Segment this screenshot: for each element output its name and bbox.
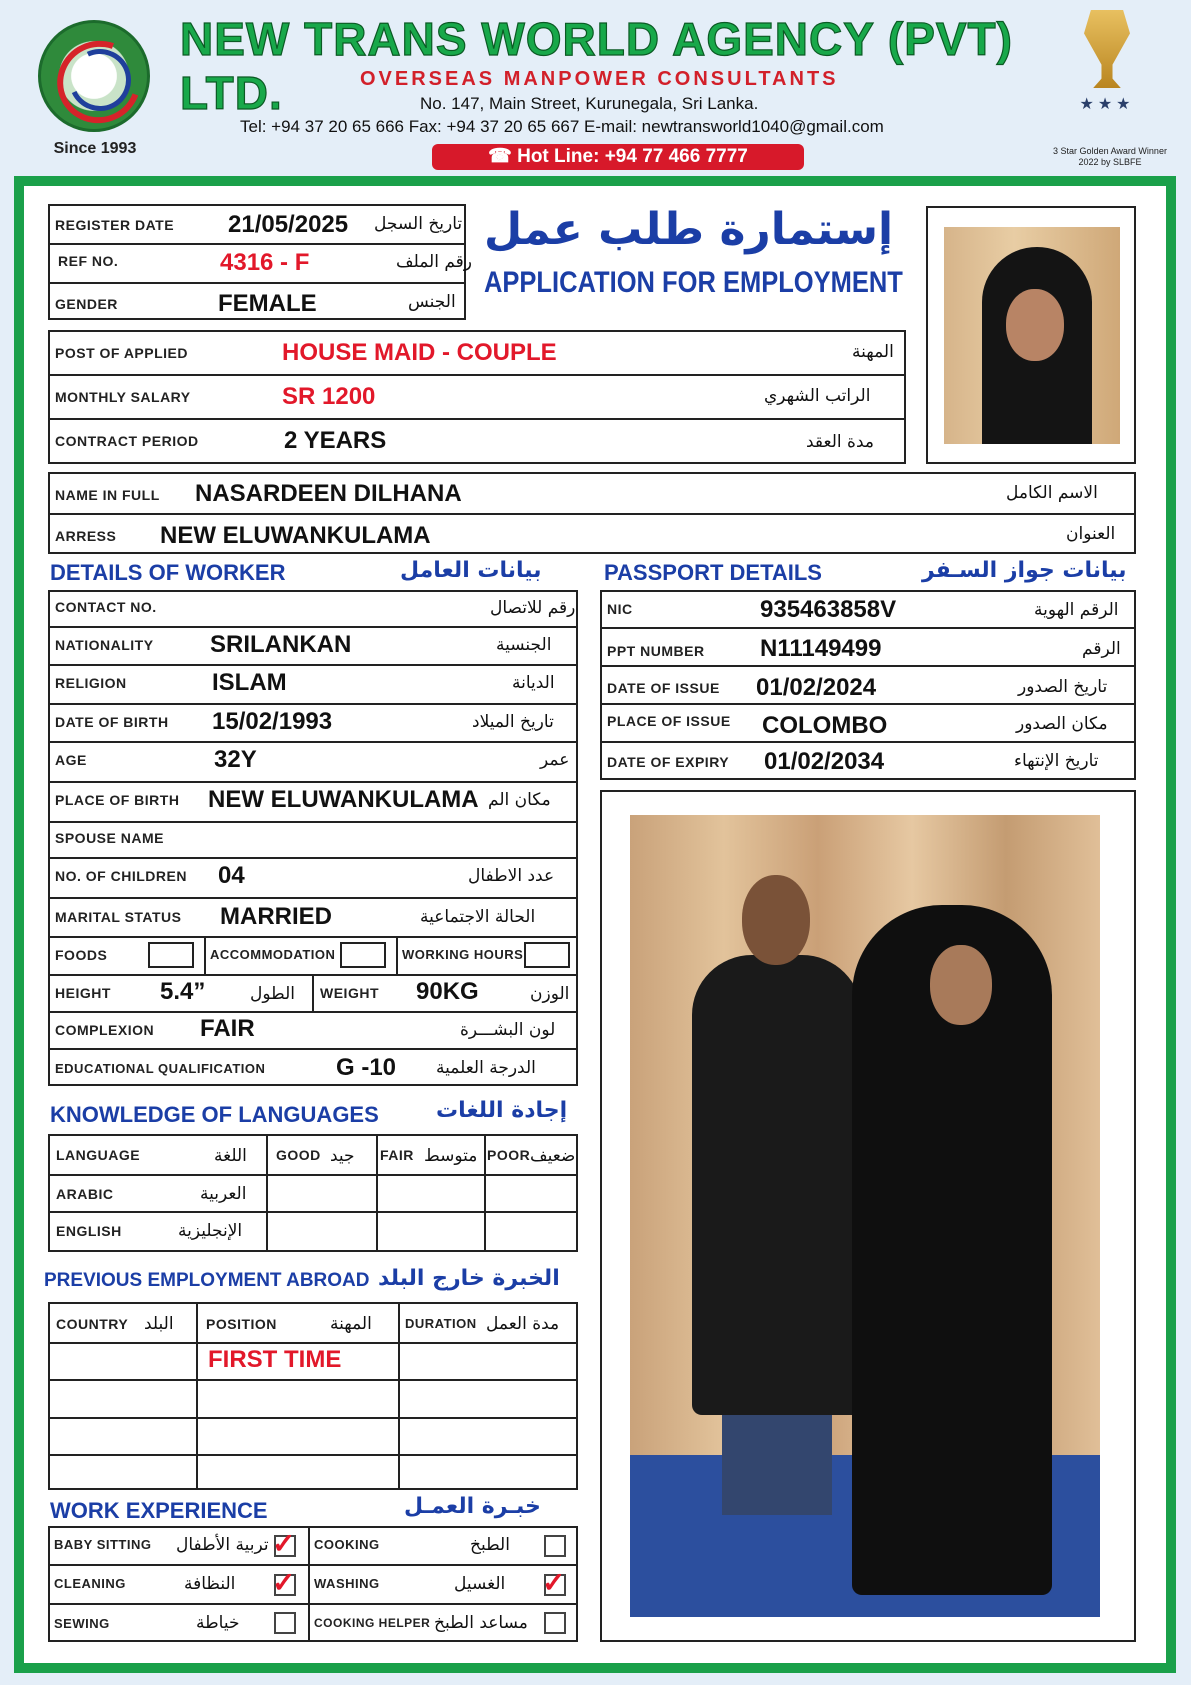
worker-title: DETAILS OF WORKER xyxy=(50,560,286,585)
spouse-label: SPOUSE NAME xyxy=(55,830,164,846)
complexion-ar: لون البشـــرة xyxy=(460,1020,556,1040)
religion-value: ISLAM xyxy=(212,669,287,696)
cooking-label: COOKING xyxy=(314,1537,380,1552)
children-label: NO. OF CHILDREN xyxy=(55,868,187,884)
expiry-label: DATE OF EXPIRY xyxy=(607,754,730,770)
place-value: COLOMBO xyxy=(762,712,888,739)
work-title: WORK EXPERIENCE xyxy=(50,1498,268,1523)
contact-ar: رقم للاتصال xyxy=(490,598,576,618)
ppt-label: PPT NUMBER xyxy=(607,643,705,659)
washing-check-icon: ✓ xyxy=(542,1567,566,1598)
lang-header: LANGUAGE xyxy=(56,1147,141,1163)
foods-label: FOODS xyxy=(55,947,108,963)
title-english: APPLICATION FOR EMPLOYMENT xyxy=(484,266,903,299)
post-value: HOUSE MAID - COUPLE xyxy=(282,339,557,366)
sewing-ar: خياطة xyxy=(196,1613,240,1633)
previous-entry: FIRST TIME xyxy=(208,1346,342,1373)
portrait-photo xyxy=(944,227,1120,444)
duration-header-ar: مدة العمل xyxy=(486,1314,560,1334)
nic-value: 935463858V xyxy=(760,596,897,623)
lang-row-english: ENGLISH xyxy=(56,1223,122,1239)
register-date: 21/05/2025 xyxy=(228,211,349,238)
contact-label: CONTACT NO. xyxy=(55,599,157,615)
dob-ar: تاريخ الميلاد xyxy=(472,712,554,732)
worker-title-ar: بيانات العامل xyxy=(400,558,542,583)
lang-row-arabic: ARABIC xyxy=(56,1186,114,1202)
contract-ar: مدة العقد xyxy=(806,432,874,452)
working-hours-box[interactable] xyxy=(524,942,570,968)
register-date-ar: تاريخ السجل xyxy=(374,214,463,234)
expiry-value: 01/02/2034 xyxy=(764,748,885,775)
position-header-ar: المهنة xyxy=(330,1314,372,1334)
age-value: 32Y xyxy=(214,746,257,773)
lang-row-arabic-ar: العربية xyxy=(200,1184,247,1204)
gender-value: FEMALE xyxy=(218,290,317,317)
height-value: 5.4” xyxy=(160,978,206,1005)
position-header: POSITION xyxy=(206,1316,277,1332)
education-value: G -10 xyxy=(336,1054,397,1081)
address-value: NEW ELUWANKULAMA xyxy=(160,522,431,549)
name-ar: الاسم الكامل xyxy=(1006,483,1098,503)
languages-title: KNOWLEDGE OF LANGUAGES xyxy=(50,1102,379,1127)
washing-label: WASHING xyxy=(314,1576,380,1591)
height-ar: الطول xyxy=(250,984,295,1004)
poor-header-ar: ضعيف xyxy=(530,1146,576,1166)
address-label: ARRESS xyxy=(55,528,117,544)
previous-title: PREVIOUS EMPLOYMENT ABROAD xyxy=(44,1270,370,1291)
ref-ar: رقم الملف xyxy=(396,252,473,272)
nationality-ar: الجنسية xyxy=(496,635,552,655)
pob-label: PLACE OF BIRTH xyxy=(55,792,180,808)
fair-header-ar: متوسط xyxy=(424,1146,478,1166)
education-ar: الدرجة العلمية xyxy=(436,1058,536,1078)
cooking-checkbox[interactable] xyxy=(544,1535,566,1557)
marital-label: MARITAL STATUS xyxy=(55,909,182,925)
poor-header: POOR xyxy=(487,1147,531,1163)
languages-title-ar: إجادة اللغات xyxy=(436,1098,568,1123)
lang-row-english-ar: الإنجليزية xyxy=(178,1221,243,1241)
since-text: Since 1993 xyxy=(53,140,137,157)
nationality-value: SRILANKAN xyxy=(210,631,352,658)
baby-sitting-label: BABY SITTING xyxy=(54,1537,152,1552)
award-trophy-icon: ★★★ xyxy=(1072,10,1142,120)
issue-ar: تاريخ الصدور xyxy=(1018,677,1108,697)
post-ar: المهنة xyxy=(852,342,894,362)
lang-header-ar: اللغة xyxy=(214,1146,247,1166)
issue-value: 01/02/2024 xyxy=(756,674,877,701)
marital-ar: الحالة الاجتماعية xyxy=(420,907,536,927)
place-label: PLACE OF ISSUE xyxy=(607,713,731,729)
nic-label: NIC xyxy=(607,601,633,617)
working-hours-label: WORKING HOURS xyxy=(402,947,524,962)
gender-label: GENDER xyxy=(55,296,118,312)
ref-number: 4316 - F xyxy=(220,249,310,276)
post-label: POST OF APPLIED xyxy=(55,345,188,361)
fair-header: FAIR xyxy=(380,1147,414,1163)
cleaning-label: CLEANING xyxy=(54,1576,126,1591)
accommodation-box[interactable] xyxy=(340,942,386,968)
baby-sitting-ar: تربية الأطفال xyxy=(176,1535,269,1555)
salary-value: SR 1200 xyxy=(282,383,376,410)
expiry-ar: تاريخ الإنتهاء xyxy=(1014,751,1099,771)
weight-value: 90KG xyxy=(416,978,479,1005)
weight-ar: الوزن xyxy=(530,984,570,1004)
ppt-value: N11149499 xyxy=(760,635,882,662)
title-arabic: إستمارة طلب عمل xyxy=(484,204,894,255)
nic-ar: الرقم الهوية xyxy=(1034,600,1119,620)
full-name: NASARDEEN DILHANA xyxy=(195,480,462,507)
children-value: 04 xyxy=(218,862,245,889)
country-header: COUNTRY xyxy=(56,1316,129,1332)
foods-box[interactable] xyxy=(148,942,194,968)
previous-title-ar: الخبرة خارج البلد xyxy=(378,1266,560,1291)
contact-line: Tel: +94 37 20 65 666 Fax: +94 37 20 65 667 E-mail: newtransworld1040@gmail.com xyxy=(240,117,884,136)
gender-ar: الجنس xyxy=(408,292,456,312)
phone-icon: ☎ xyxy=(488,146,518,167)
age-ar: عمر xyxy=(540,750,570,770)
agency-logo xyxy=(38,20,150,132)
children-ar: عدد الاطفال xyxy=(468,866,555,886)
ppt-ar: الرقم xyxy=(1082,639,1121,659)
duration-header: DURATION xyxy=(405,1316,477,1331)
good-header: GOOD xyxy=(276,1147,321,1163)
cleaning-check-icon: ✓ xyxy=(272,1567,296,1598)
sewing-label: SEWING xyxy=(54,1616,110,1631)
washing-ar: الغسيل xyxy=(454,1574,506,1594)
cooking-ar: الطبخ xyxy=(470,1535,510,1555)
religion-label: RELIGION xyxy=(55,675,127,691)
dob-label: DATE OF BIRTH xyxy=(55,714,169,730)
name-label: NAME IN FULL xyxy=(55,487,160,503)
pob-value: NEW ELUWANKULAMA xyxy=(208,786,479,813)
address-line: No. 147, Main Street, Kurunegala, Sri Lanka. xyxy=(420,94,759,113)
marital-value: MARRIED xyxy=(220,903,332,930)
passport-title-ar: بيانات جواز السـفر xyxy=(922,558,1127,583)
address-ar: العنوان xyxy=(1066,524,1116,544)
hotline-badge: ☎ Hot Line: +94 77 466 7777 xyxy=(432,144,804,170)
place-ar: مكان الصدور xyxy=(1016,714,1108,734)
company-name: NEW TRANS WORLD AGENCY (PVT) LTD. xyxy=(180,13,1013,119)
nationality-label: NATIONALITY xyxy=(55,637,154,653)
weight-label: WEIGHT xyxy=(320,985,379,1001)
pob-ar: مكان الم xyxy=(488,790,551,810)
cleaning-ar: النظافة xyxy=(184,1574,236,1594)
good-header-ar: جيد xyxy=(330,1146,355,1166)
ref-label: REF NO. xyxy=(58,253,119,269)
complexion-value: FAIR xyxy=(200,1015,255,1042)
height-label: HEIGHT xyxy=(55,985,111,1001)
accommodation-label: ACCOMMODATION xyxy=(210,947,336,962)
award-text: 3 Star Golden Award Winner 2022 by SLBFE xyxy=(1053,146,1167,167)
age-label: AGE xyxy=(55,752,87,768)
passport-title: PASSPORT DETAILS xyxy=(604,560,822,585)
salary-ar: الراتب الشهري xyxy=(764,386,871,406)
contract-value: 2 YEARS xyxy=(284,427,387,454)
work-title-ar: خبـرة العمـل xyxy=(404,1494,541,1519)
cooking-helper-checkbox[interactable] xyxy=(544,1612,566,1634)
register-date-label: REGISTER DATE xyxy=(55,217,175,233)
religion-ar: الديانة xyxy=(512,673,555,693)
issue-label: DATE OF ISSUE xyxy=(607,680,720,696)
complexion-label: COMPLEXION xyxy=(55,1022,155,1038)
baby-sitting-check-icon: ✓ xyxy=(272,1528,296,1559)
full-length-photo xyxy=(630,815,1100,1617)
cooking-helper-label: COOKING HELPER xyxy=(314,1616,431,1630)
dob-value: 15/02/1993 xyxy=(212,708,333,735)
salary-label: MONTHLY SALARY xyxy=(55,389,191,405)
tagline: OVERSEAS MANPOWER CONSULTANTS xyxy=(360,68,839,90)
country-header-ar: البلد xyxy=(144,1314,174,1334)
cooking-helper-ar: مساعد الطبخ xyxy=(434,1613,528,1633)
contract-label: CONTRACT PERIOD xyxy=(55,433,199,449)
education-label: EDUCATIONAL QUALIFICATION xyxy=(55,1061,266,1076)
sewing-checkbox[interactable] xyxy=(274,1612,296,1634)
